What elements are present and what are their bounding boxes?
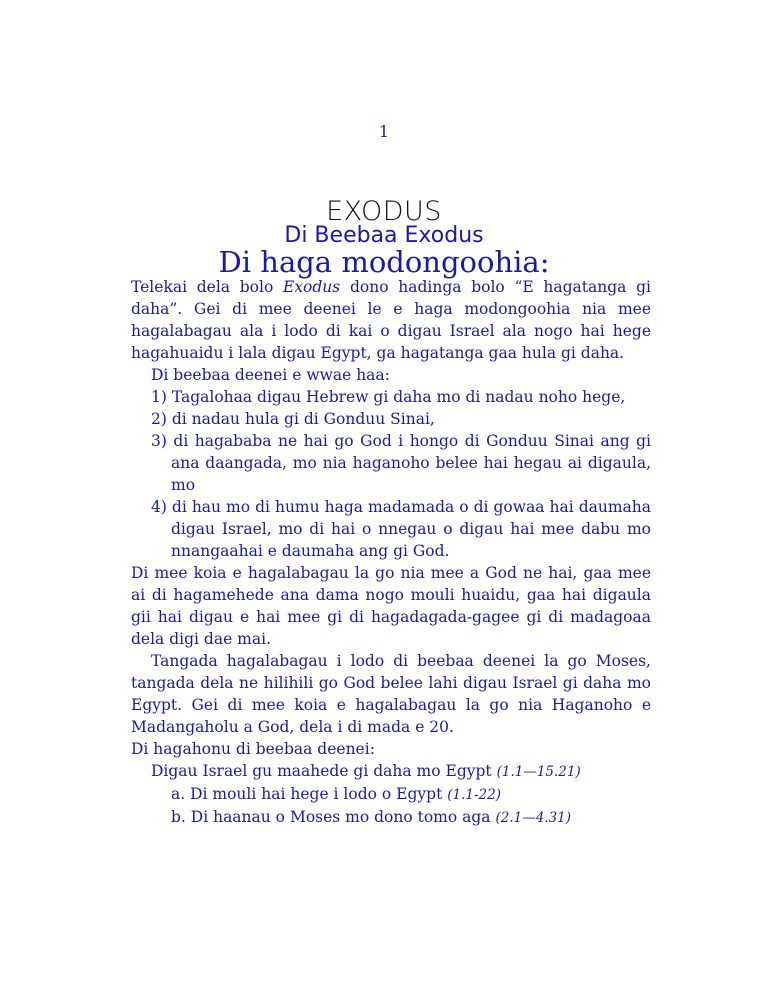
book-title: EXODUS bbox=[326, 196, 442, 227]
page-number: 1 bbox=[378, 122, 390, 141]
outline-item-a-ref: (1.1-22) bbox=[447, 787, 501, 803]
outline-item-a bbox=[131, 783, 651, 806]
outline-item-b bbox=[131, 806, 651, 829]
intro-book-name: Exodus bbox=[283, 278, 341, 296]
outline-part-1 bbox=[131, 760, 651, 783]
intro-paragraph bbox=[131, 276, 651, 364]
document-body bbox=[131, 276, 651, 829]
book-subtitle: Di Beebaa Exodus bbox=[284, 223, 484, 248]
outline-heading: Di hagahonu di beebaa deenei: bbox=[131, 740, 375, 758]
section-heading: Di haga modongoohia: bbox=[218, 245, 550, 279]
outline-item-b-ref: (2.1—4.31) bbox=[495, 810, 572, 826]
summary-paragraph: Di mee koia e hagalabagau la go nia mee a God ne hai, gaa mee ai di hagamehede ana dama nogo mouli huaidu, gaa hai digaula gii hai digau e hai mee gi di hagadagada-gagee gi di madagoaa dela digi dae mai. bbox=[131, 564, 651, 648]
outline-item-a-text: a. Di mouli hai hege i lodo o Egypt bbox=[171, 785, 448, 803]
outline-part-1-text: Digau Israel gu maahede gi daha mo Egypt bbox=[151, 762, 497, 780]
outline-item-b-text: b. Di haanau o Moses mo dono tomo aga bbox=[171, 808, 496, 826]
intro-text-start: Telekai dela bolo bbox=[131, 278, 283, 296]
division-item: 2) di nadau hula gi di Gonduu Sinai, bbox=[151, 410, 435, 428]
division-list-label: Di beebaa deenei e wwae haa: bbox=[151, 366, 390, 384]
moses-paragraph: Tangada hagalabagau i lodo di beebaa deenei la go Moses, tangada dela ne hilihili go God belee lahi digau Israel gi daha mo Egypt. Gei di mee koia e hagalabagau la go nia Haganoho e Madangaholu a God, dela i di mada e 20. bbox=[131, 652, 651, 736]
division-item: 1) Tagalohaa digau Hebrew gi daha mo di nadau noho hege, bbox=[151, 388, 626, 406]
division-item: 4) di hau mo di humu haga madamada o di gowaa hai daumaha digau Israel, mo di hai o nnegau o digau hai mee dabu mo nnangaahai e daumaha ang gi God. bbox=[151, 498, 651, 560]
division-item: 3) di hagababa ne hai go God i hongo di Gonduu Sinai ang gi ana daangada, mo nia haganoho belee hai hegau ai digaula, mo bbox=[151, 432, 651, 494]
outline-part-1-ref: (1.1—15.21) bbox=[496, 764, 581, 780]
intro-text-end: dono hadinga bolo “E hagatanga gi daha”. Gei di mee deenei le e haga modongoohia nia mee hagalabagau ala i lodo di kai o digau Israel ala nogo hai hege hagahuaidu i lala digau Egypt, ga hagatanga gaa hula gi daha. bbox=[131, 278, 651, 362]
